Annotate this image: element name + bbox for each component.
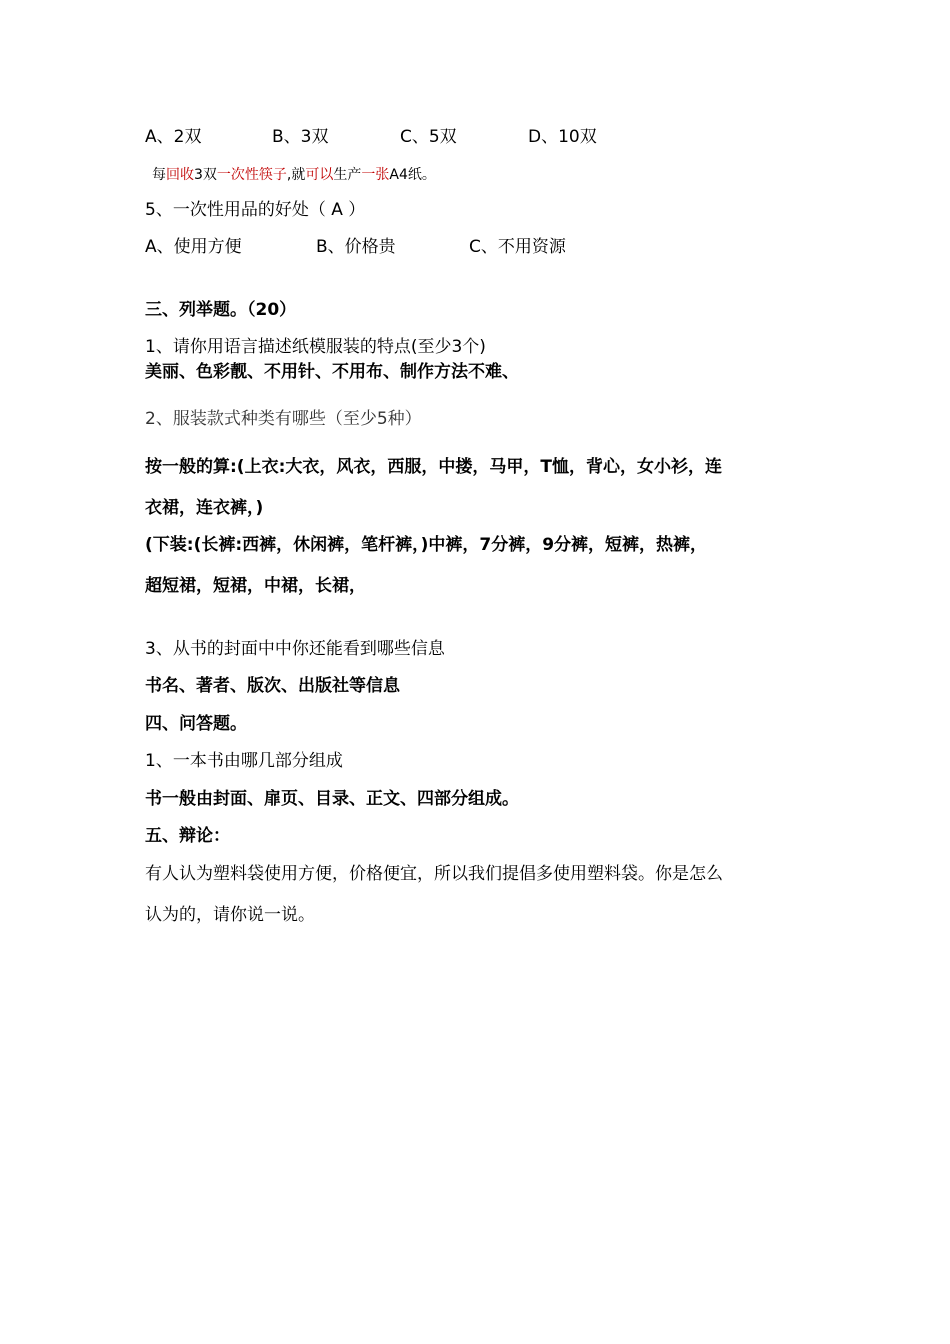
- note-segment: 回收: [166, 167, 194, 183]
- s5-text-line: 认为的，请你说一说。: [145, 905, 315, 925]
- note-segment: 一次性筷子: [216, 167, 287, 183]
- s3-q2-answer-line: 按一般的算:(上衣:大衣，风衣，西服，中搂，马甲，T恤，背心，女小衫，连: [145, 457, 722, 477]
- q5-option-b: B、价格贵: [316, 237, 396, 257]
- q4-option-d: D、10双: [528, 127, 597, 147]
- note-segment: 3双: [194, 167, 217, 183]
- q4-option-b: B、3双: [272, 127, 329, 147]
- s3-q3-question: 3、从书的封面中中你还能看到哪些信息: [145, 639, 445, 659]
- s4-q1-question: 1、一本书由哪几部分组成: [145, 751, 343, 771]
- q4-option-c: C、5双: [400, 127, 457, 147]
- section5-title: 五、辩论：: [145, 826, 230, 846]
- note-segment: 生产: [333, 167, 362, 183]
- s5-text-line: 有人认为塑料袋使用方便，价格便宜，所以我们提倡多使用塑料袋。你是怎么: [145, 864, 723, 884]
- s3-q1-answer: 美丽、色彩靓、不用针、不用布、制作方法不难、: [145, 362, 519, 382]
- q5-question: 5、一次性用品的好处（ A ）: [145, 200, 366, 220]
- note-segment: 可以: [305, 167, 334, 183]
- section4-title: 四、问答题。: [145, 714, 247, 734]
- q4-note: [152, 165, 436, 185]
- s3-q3-answer: 书名、著者、版次、出版社等信息: [145, 676, 400, 696]
- note-segment: A4纸。: [389, 167, 436, 183]
- note-segment: 一张: [361, 167, 390, 183]
- q5-option-a: A、使用方便: [145, 237, 242, 257]
- s4-q1-answer: 书一般由封面、扉页、目录、正文、四部分组成。: [145, 789, 519, 809]
- s3-q2-question: 2、服装款式种类有哪些（至少5种）: [145, 409, 422, 429]
- s3-q2-answer-line: 超短裙，短裙，中裙，长裙，: [145, 576, 366, 596]
- note-segment: ,就: [286, 167, 306, 183]
- s3-q1-question: 1、请你用语言描述纸模服装的特点(至少3个): [145, 337, 486, 357]
- q5-option-c: C、不用资源: [469, 237, 566, 257]
- q4-option-a: A、2双: [145, 127, 202, 147]
- section3-title: 三、列举题。（20）: [145, 300, 297, 320]
- s3-q2-answer-line: 衣裙，连衣裤，): [145, 498, 264, 518]
- note-segment: 每: [152, 167, 166, 183]
- s3-q2-answer-line: (下装:(长裤:西裤，休闲裤，笔杆裤，)中裤，7分裤，9分裤，短裤，热裤，: [145, 535, 708, 555]
